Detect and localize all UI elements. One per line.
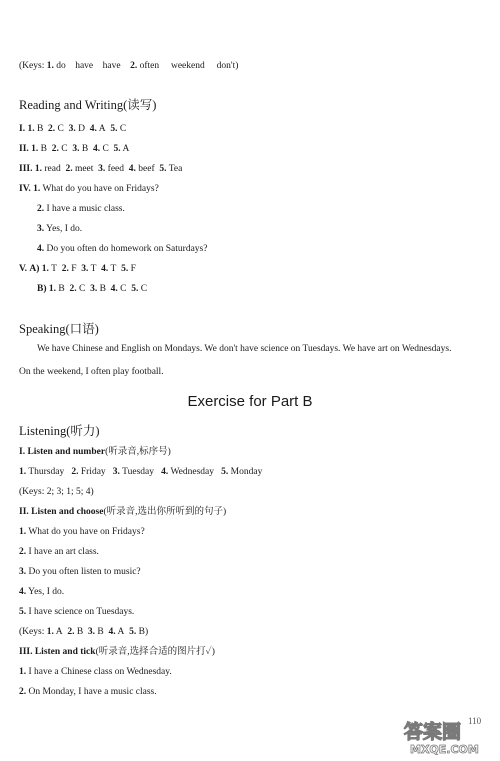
listening-heading: Listening(听力) — [19, 424, 100, 438]
answer-row-V-B: B) 1. B 2. C 3. B 4. C 5. C — [37, 284, 148, 294]
listening-section-II-item-1: 1. What do you have on Fridays? — [19, 527, 145, 537]
answer-row-III: III. 1. read 2. meet 3. feed 4. beef 5. Tea — [19, 164, 183, 174]
listening-section-II-item-2: 2. I have an art class. — [19, 547, 99, 557]
listening-section-II-item-3: 3. Do you often listen to music? — [19, 567, 141, 577]
listening-section-I-items: 1. Thursday 2. Friday 3. Tuesday 4. Wednesday 5. Monday — [19, 467, 263, 477]
listening-section-II-item-5: 5. I have science on Tuesdays. — [19, 607, 135, 617]
watermark-icon — [400, 717, 496, 757]
watermark-line2: MXQE.COM — [410, 743, 479, 756]
answer-row-IV-1: IV. 1. What do you have on Fridays? — [19, 184, 159, 194]
speaking-paragraph: We have Chinese and English on Mondays. We don't have science on Tuesdays. We have art on Wednesdays. On the weekend, I often play football. — [19, 344, 452, 377]
listening-section-I-keys: (Keys: 2; 3; 1; 5; 4) — [19, 487, 94, 497]
answer-row-II: II. 1. B 2. C 3. B 4. C 5. A — [19, 144, 130, 154]
exercise-title: Exercise for Part B — [187, 393, 313, 410]
reading-writing-heading: Reading and Writing(读写) — [19, 98, 157, 112]
watermark-logo — [400, 717, 496, 757]
answer-row-IV-3: 3. Yes, I do. — [37, 224, 83, 234]
listening-section-II-keys: (Keys: 1. A 2. B 3. B 4. A 5. B) — [19, 627, 149, 637]
listening-section-II-heading: II. Listen and choose(听录音,选出你所听到的句子) — [19, 507, 227, 517]
keys-top-line: (Keys: 1. do have have 2. often weekend don't) — [19, 61, 239, 71]
answer-row-I: I. 1. B 2. C 3. D 4. A 5. C — [19, 124, 127, 134]
answer-row-IV-2: 2. I have a music class. — [37, 204, 125, 214]
listening-section-III-item-2: 2. On Monday, I have a music class. — [19, 687, 157, 697]
listening-section-I-heading: I. Listen and number(听录音,标序号) — [19, 447, 171, 457]
answer-row-V-A: V. A) 1. T 2. F 3. T 4. T 5. F — [19, 264, 136, 274]
listening-section-II-item-4: 4. Yes, I do. — [19, 587, 65, 597]
listening-section-III-heading: III. Listen and tick(听录音,选择合适的图片打✓) — [19, 647, 215, 657]
page-number: 110 — [468, 716, 482, 726]
speaking-heading: Speaking(口语) — [19, 322, 99, 336]
answer-row-IV-4: 4. Do you often do homework on Saturdays? — [37, 244, 208, 254]
listening-section-III-item-1: 1. I have a Chinese class on Wednesday. — [19, 667, 172, 677]
watermark-line1: 答案圈 — [404, 721, 462, 743]
